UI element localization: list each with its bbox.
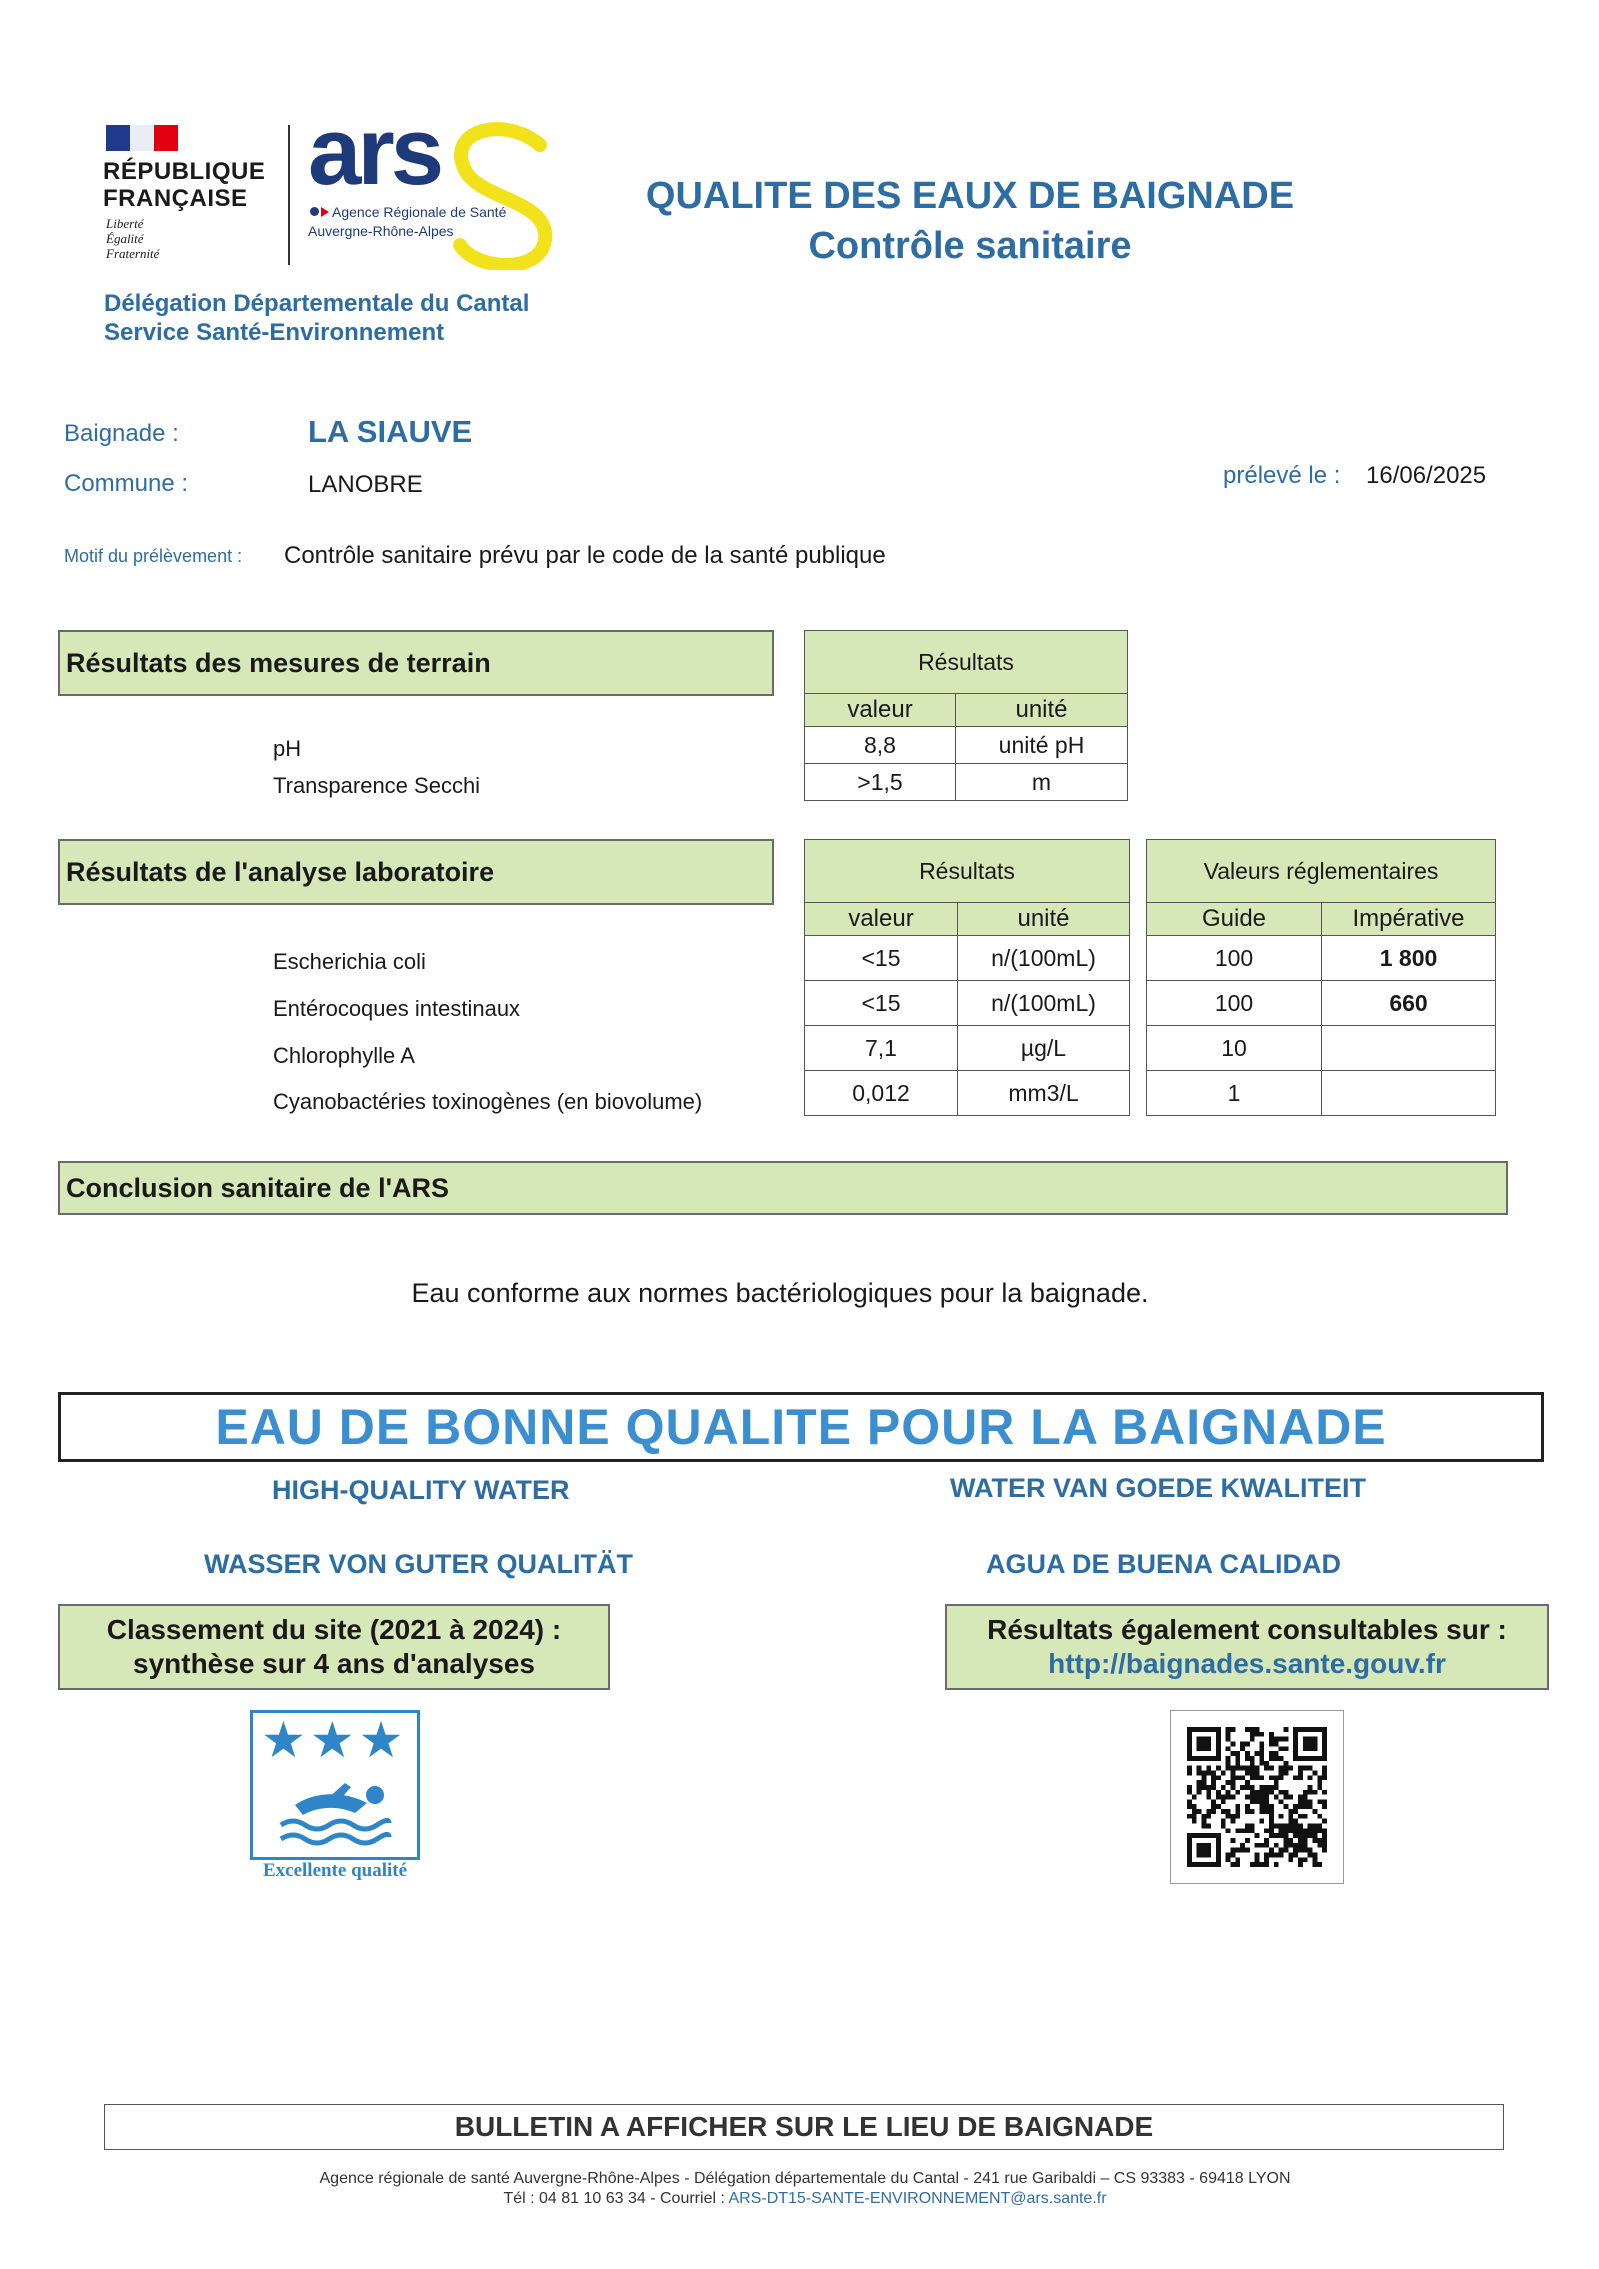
bulletin-box: BULLETIN A AFFICHER SUR LE LIEU DE BAIGNADE [104, 2104, 1504, 2150]
table-row [805, 727, 1128, 764]
guide-value: 100 [1147, 981, 1322, 1026]
labo-results-table [804, 839, 1130, 1116]
table-row [1147, 981, 1496, 1026]
labo-valeur: 0,012 [805, 1071, 958, 1116]
consult-link[interactable]: http://baignades.sante.gouv.fr [1048, 1648, 1446, 1679]
imperative-value: 1 800 [1322, 936, 1496, 981]
terrain-section-header: Résultats des mesures de terrain [58, 630, 774, 696]
labo-param: Entérocoques intestinaux [273, 996, 521, 1021]
terrain-unite: unité pH [956, 727, 1128, 764]
labo-param: Cyanobactéries toxinogènes (en biovolume) [273, 1089, 703, 1114]
table-row [805, 1071, 1130, 1116]
preleve-label: prélevé le : [1223, 462, 1341, 489]
qr-code[interactable] [1170, 1710, 1344, 1884]
classement-box: Classement du site (2021 à 2024) : synthèse sur 4 ans d'analyses [58, 1604, 610, 1690]
rf-motto: Liberté Égalité Fraternité [106, 216, 160, 261]
page-subtitle: Contrôle sanitaire [808, 225, 1132, 267]
labo-section-header: Résultats de l'analyse laboratoire [58, 839, 774, 905]
baignade-value: LA SIAUVE [308, 414, 473, 449]
labo-param: Chlorophylle A [273, 1043, 415, 1068]
ars-arrow-icon [321, 207, 329, 217]
classement-badge [250, 1710, 420, 1860]
quality-nl: WATER VAN GOEDE KWALITEIT [950, 1473, 1366, 1503]
classement-label: Excellente qualité [262, 1860, 408, 1881]
ars-dot-icon [310, 207, 319, 216]
rf-logo [103, 122, 278, 267]
commune-value: LANOBRE [308, 471, 423, 498]
table-row [1147, 1071, 1496, 1116]
labo-unite: µg/L [958, 1026, 1130, 1071]
labo-valeur: <15 [805, 936, 958, 981]
terrain-unite: m [956, 764, 1128, 801]
labo-unite: n/(100mL) [958, 936, 1130, 981]
labo-col-valeur: valeur [805, 903, 958, 936]
terrain-valeur: >1,5 [805, 764, 956, 801]
footer-contact: Tél : 04 81 10 63 34 - Courriel : ARS-DT15-SANTE-ENVIRONNEMENT@ars.sante.fr [503, 2190, 1107, 2207]
labo-regulatory-table [1146, 839, 1496, 1116]
page-title: QUALITE DES EAUX DE BAIGNADE [645, 175, 1295, 217]
quality-en: HIGH-QUALITY WATER [272, 1475, 570, 1505]
terrain-results-table [804, 630, 1128, 801]
labo-results-header: Résultats [805, 840, 1130, 903]
regulatory-header: Valeurs réglementaires [1147, 840, 1496, 903]
table-row [805, 981, 1130, 1026]
terrain-param: Transparence Secchi [273, 773, 481, 798]
imperative-value [1322, 1026, 1496, 1071]
terrain-col-unite: unité [956, 694, 1128, 727]
consult-box: Résultats également consultables sur : http://baignades.sante.gouv.fr [945, 1604, 1549, 1690]
swimmer-icon [275, 1777, 395, 1847]
guide-value: 10 [1147, 1026, 1322, 1071]
table-row [805, 764, 1128, 801]
col-guide: Guide [1147, 903, 1322, 936]
baignade-label: Baignade : [64, 420, 179, 447]
imperative-value [1322, 1071, 1496, 1116]
motif-label: Motif du prélèvement : [64, 546, 243, 566]
terrain-param: pH [273, 736, 302, 761]
commune-label: Commune : [64, 470, 189, 497]
logo-divider [288, 125, 290, 265]
ars-agency-name: Agence Régionale de Santé [332, 204, 507, 220]
conclusion-text: Eau conforme aux normes bactériologiques pour la baignade. [411, 1278, 1149, 1308]
labo-unite: mm3/L [958, 1071, 1130, 1116]
conclusion-header: Conclusion sanitaire de l'ARS [58, 1161, 1508, 1215]
qr-code-icon [1187, 1727, 1327, 1867]
labo-col-unite: unité [958, 903, 1130, 936]
table-row [1147, 1026, 1496, 1071]
labo-unite: n/(100mL) [958, 981, 1130, 1026]
preleve-date: 16/06/2025 [1366, 462, 1487, 489]
delegation-name: Délégation Départementale du Cantal Service Santé-Environnement [104, 290, 530, 346]
quality-banner: EAU DE BONNE QUALITE POUR LA BAIGNADE [58, 1392, 1544, 1462]
ars-wordmark: ars [308, 98, 441, 205]
guide-value: 1 [1147, 1071, 1322, 1116]
terrain-valeur: 8,8 [805, 727, 956, 764]
imperative-value: 660 [1322, 981, 1496, 1026]
quality-es: AGUA DE BUENA CALIDAD [986, 1549, 1341, 1579]
motif-value: Contrôle sanitaire prévu par le code de la santé publique [284, 542, 886, 569]
labo-param: Escherichia coli [273, 949, 426, 974]
table-row [805, 1026, 1130, 1071]
rf-name: RÉPUBLIQUE FRANÇAISE [103, 158, 266, 212]
table-row [805, 936, 1130, 981]
col-imperative: Impérative [1322, 903, 1496, 936]
ars-logo [300, 98, 560, 270]
star-rating-icon: ★★★ [261, 1712, 408, 1768]
terrain-results-header: Résultats [805, 631, 1128, 694]
rf-flag-icon [106, 125, 178, 151]
footer-address: Agence régionale de santé Auvergne-Rhône-Alpes - Délégation départementale du Cantal - 241 rue Garibaldi – CS 93383 - 69418 LYON [319, 2170, 1291, 2187]
labo-valeur: <15 [805, 981, 958, 1026]
guide-value: 100 [1147, 936, 1322, 981]
quality-de: WASSER VON GUTER QUALITÄT [204, 1549, 634, 1579]
terrain-col-valeur: valeur [805, 694, 956, 727]
footer-email-link[interactable]: ARS-DT15-SANTE-ENVIRONNEMENT@ars.sante.fr [728, 2190, 1107, 2207]
ars-agency-region: Auvergne-Rhône-Alpes [308, 223, 454, 239]
table-row [1147, 936, 1496, 981]
labo-valeur: 7,1 [805, 1026, 958, 1071]
